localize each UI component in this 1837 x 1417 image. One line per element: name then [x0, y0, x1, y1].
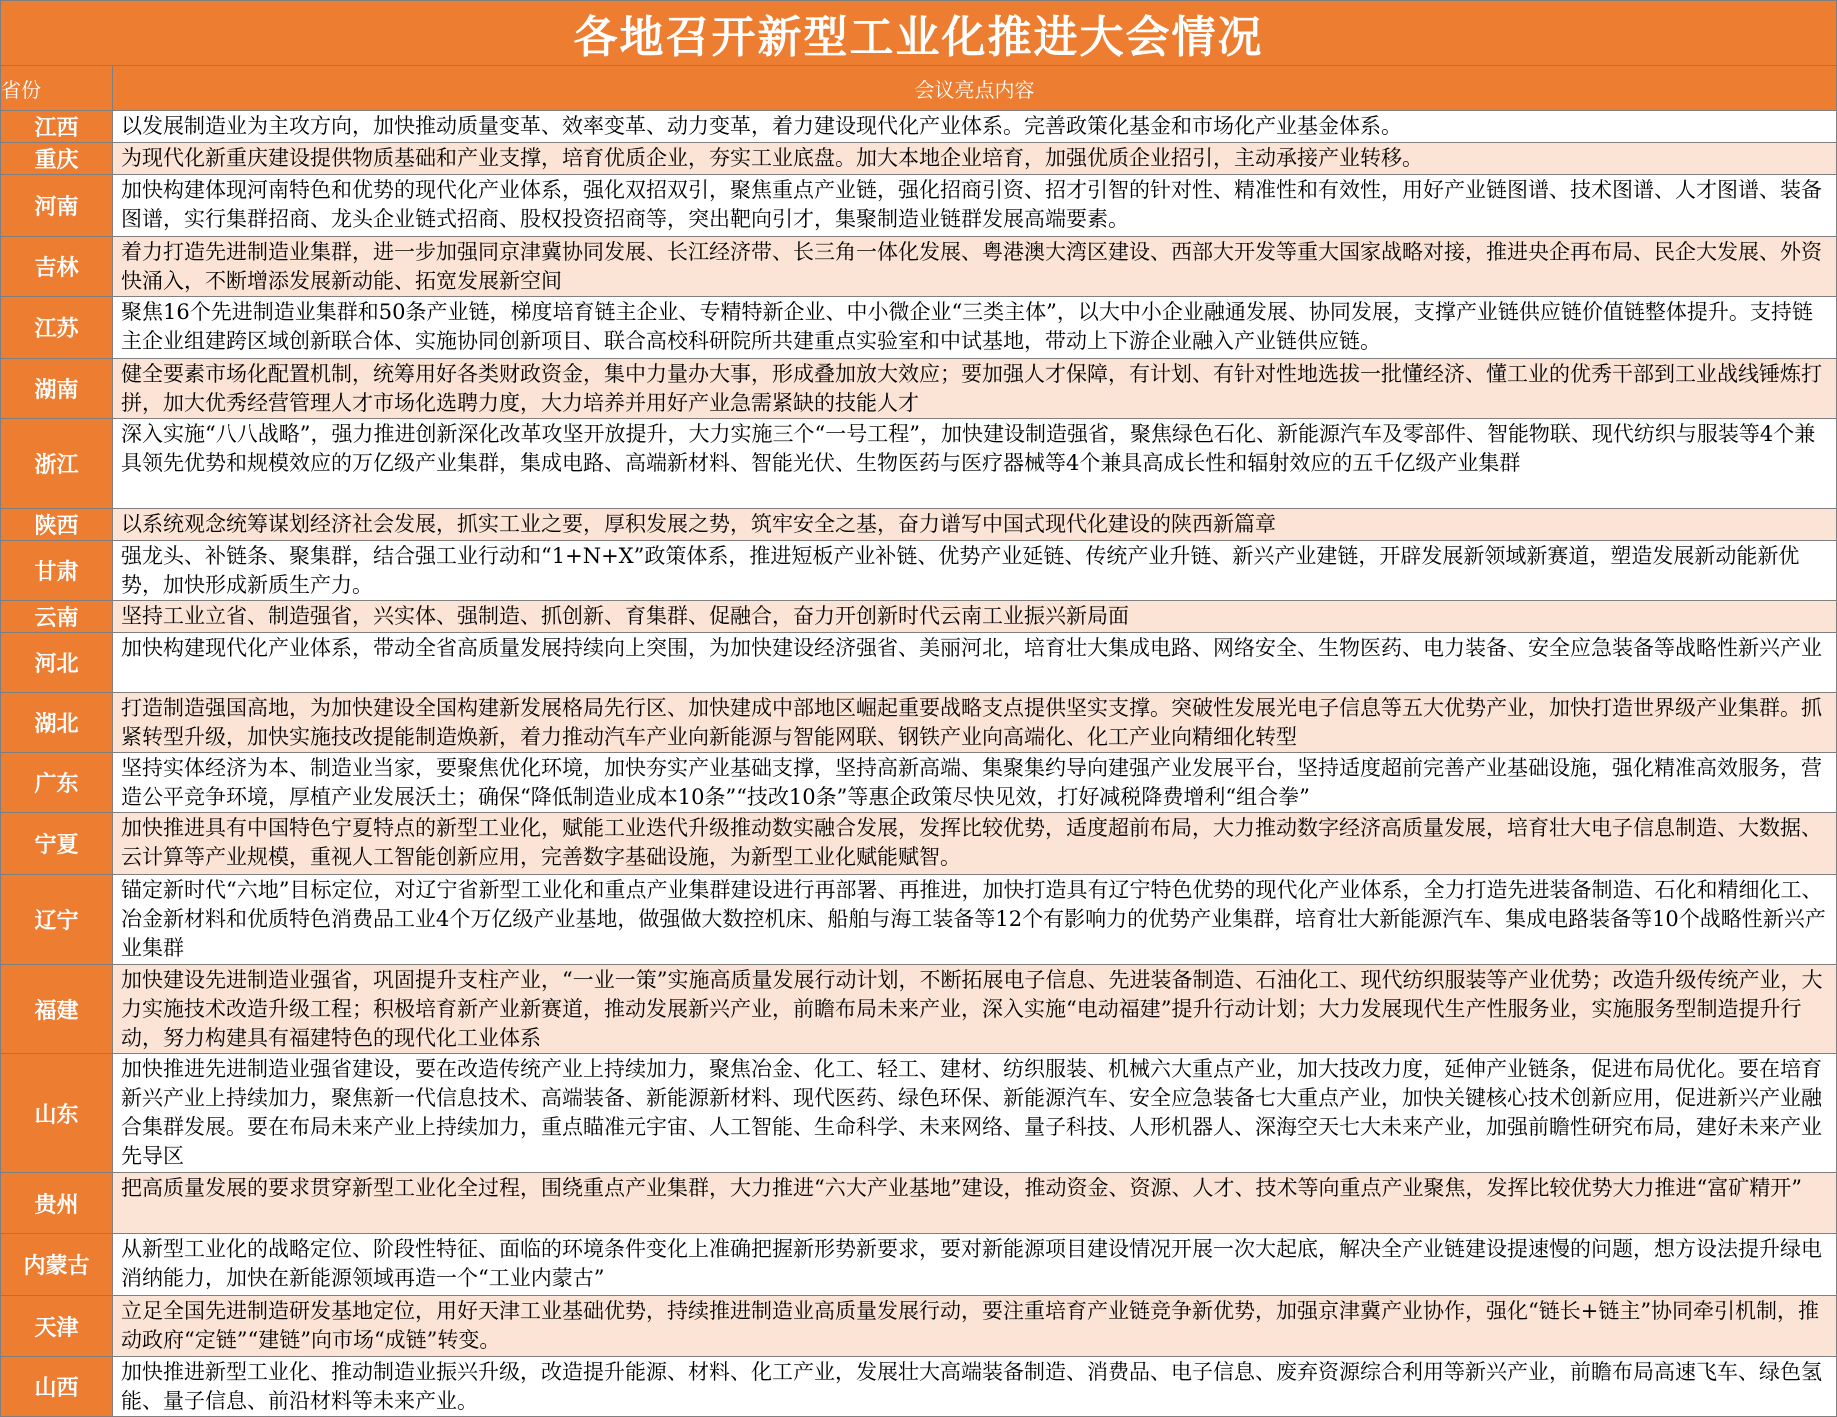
content-cell[interactable]: 锚定新时代“六地”目标定位，对辽宁省新型工业化和重点产业集群建设进行再部署、再推进，加快打造具有辽宁特色优势的现代化产业体系，全力打造先进装备制造、石化和精细化工、冶金新材料和优质特色消费品工业4个万亿级产业基地，做强做大数控机床、船舶与海工装备等12个有影响力的优势产业集群，培育壮大新能源汽车、集成电路装备等10个战略性新兴产业集群 [113, 875, 1837, 965]
province-cell[interactable]: 天津 [1, 1296, 113, 1357]
province-cell[interactable]: 山东 [1, 1054, 113, 1173]
table-row [1, 297, 1837, 359]
table-row [1, 693, 1837, 753]
table-row [1, 111, 1837, 143]
content-cell[interactable]: 从新型工业化的战略定位、阶段性特征、面临的环境条件变化上准确把握新形势新要求，要对新能源项目建设情况开展一次大起底，解决全产业链建设提速慢的问题，想方设法提升绿电消纳能力，加快在新能源领域再造一个“工业内蒙古” [113, 1234, 1837, 1296]
content-cell[interactable]: 打造制造强国高地，为加快建设全国构建新发展格局先行区、加快建成中部地区崛起重要战略支点提供坚实支撑。突破性发展光电子信息等五大优势产业，加快打造世界级产业集群。抓紧转型升级，加快实施技改提能制造焕新，着力推动汽车产业向新能源与智能网联、钢铁产业向高端化、化工产业向精细化转型 [113, 693, 1837, 753]
table-row [1, 419, 1837, 509]
content-cell[interactable]: 加快推进新型工业化、推动制造业振兴升级，改造提升能源、材料、化工产业，发展壮大高端装备制造、消费品、电子信息、废弃资源综合利用等新兴产业，前瞻布局高速飞车、绿色氢能、量子信息、前沿材料等未来产业。 [113, 1357, 1837, 1417]
content-cell[interactable]: 加快推进具有中国特色宁夏特点的新型工业化，赋能工业迭代升级推动数实融合发展，发挥比较优势，适度超前布局，大力推动数字经济高质量发展，培育壮大电子信息制造、大数据、云计算等产业规模，重视人工智能创新应用，完善数字基础设施，为新型工业化赋能赋智。 [113, 813, 1837, 875]
province-cell[interactable]: 陕西 [1, 509, 113, 541]
province-cell[interactable]: 重庆 [1, 143, 113, 175]
province-cell[interactable]: 吉林 [1, 237, 113, 297]
province-cell[interactable]: 内蒙古 [1, 1234, 113, 1296]
province-cell[interactable]: 辽宁 [1, 875, 113, 965]
sheet-title: 各地召开新型工业化推进大会情况 [1, 1, 1837, 66]
province-cell[interactable]: 江苏 [1, 297, 113, 359]
content-cell[interactable]: 加快构建体现河南特色和优势的现代化产业体系，强化双招双引，聚焦重点产业链，强化招商引资、招才引智的针对性、精准性和有效性，用好产业链图谱、技术图谱、人才图谱、装备图谱，实行集群招商、龙头企业链式招商、股权投资招商等，突出靶向引才，集聚制造业链群发展高端要素。 [113, 175, 1837, 237]
table-row [1, 1173, 1837, 1234]
header-row [1, 66, 1837, 111]
province-cell[interactable]: 河北 [1, 633, 113, 693]
province-cell[interactable]: 福建 [1, 965, 113, 1054]
table-row [1, 541, 1837, 601]
table-row [1, 813, 1837, 875]
province-cell[interactable]: 江西 [1, 111, 113, 143]
table-row [1, 965, 1837, 1054]
content-cell[interactable]: 深入实施“八八战略”，强力推进创新深化改革攻坚开放提升，大力实施三个“一号工程”，加快建设制造强省，聚焦绿色石化、新能源汽车及零部件、智能物联、现代纺织与服装等4个兼具领先优势和规模效应的万亿级产业集群，集成电路、高端新材料、智能光伏、生物医药与医疗器械等4个兼具高成长性和辐射效应的五千亿级产业集群 [113, 419, 1837, 509]
table-row [1, 1357, 1837, 1417]
table-row [1, 1054, 1837, 1173]
province-cell[interactable]: 湖南 [1, 359, 113, 419]
province-cell[interactable]: 广东 [1, 753, 113, 813]
province-cell[interactable]: 湖北 [1, 693, 113, 753]
content-cell[interactable]: 坚持实体经济为本、制造业当家，要聚焦优化环境，加快夯实产业基础支撑，坚持高新高端、集聚集约导向建强产业发展平台，坚持适度超前完善产业基础设施，强化精准高效服务，营造公平竞争环境，厚植产业发展沃土；确保“降低制造业成本10条”“技改10条”等惠企政策尽快见效，打好减税降费增利“组合拳” [113, 753, 1837, 813]
content-cell[interactable]: 加快推进先进制造业强省建设，要在改造传统产业上持续加力，聚焦冶金、化工、轻工、建材、纺织服装、机械六大重点产业，加大技改力度，延伸产业链条，促进布局优化。要在培育新兴产业上持续加力，聚焦新一代信息技术、高端装备、新能源新材料、现代医药、绿色环保、新能源汽车、安全应急装备七大重点产业，加快关键核心技术创新应用，促进新兴产业融合集群发展。要在布局未来产业上持续加力，重点瞄准元宇宙、人工智能、生命科学、未来网络、量子科技、人形机器人、深海空天七大未来产业，加强前瞻性研究布局，建好未来产业先导区 [113, 1054, 1837, 1173]
table-row [1, 237, 1837, 297]
table-row [1, 175, 1837, 237]
province-cell[interactable]: 河南 [1, 175, 113, 237]
column-header-content[interactable]: 会议亮点内容 [113, 66, 1837, 111]
table-row [1, 753, 1837, 813]
content-cell[interactable]: 健全要素市场化配置机制，统筹用好各类财政资金，集中力量办大事，形成叠加放大效应；要加强人才保障，有计划、有针对性地选拔一批懂经济、懂工业的优秀干部到工业战线锤炼打拼，加大优秀经营管理人才市场化选聘力度，大力培养并用好产业急需紧缺的技能人才 [113, 359, 1837, 419]
content-cell[interactable]: 坚持工业立省、制造强省，兴实体、强制造、抓创新、育集群、促融合，奋力开创新时代云南工业振兴新局面 [113, 601, 1837, 633]
table-row [1, 359, 1837, 419]
content-cell[interactable]: 把高质量发展的要求贯穿新型工业化全过程，围绕重点产业集群，大力推进“六大产业基地”建设，推动资金、资源、人才、技术等向重点产业聚焦，发挥比较优势大力推进“富矿精开” [113, 1173, 1837, 1234]
content-cell[interactable]: 为现代化新重庆建设提供物质基础和产业支撑，培育优质企业，夯实工业底盘。加大本地企业培育，加强优质企业招引，主动承接产业转移。 [113, 143, 1837, 175]
province-cell[interactable]: 山西 [1, 1357, 113, 1417]
table-row [1, 509, 1837, 541]
table-row [1, 143, 1837, 175]
content-cell[interactable]: 强龙头、补链条、聚集群，结合强工业行动和“1+N+X”政策体系，推进短板产业补链、优势产业延链、传统产业升链、新兴产业建链，开辟发展新领域新赛道，塑造发展新动能新优势，加快形成新质生产力。 [113, 541, 1837, 601]
content-cell[interactable]: 着力打造先进制造业集群，进一步加强同京津冀协同发展、长江经济带、长三角一体化发展、粤港澳大湾区建设、西部大开发等重大国家战略对接，推进央企再布局、民企大发展、外资快涌入，不断增添发展新动能、拓宽发展新空间 [113, 237, 1837, 297]
content-cell[interactable]: 以发展制造业为主攻方向，加快推动质量变革、效率变革、动力变革，着力建设现代化产业体系。完善政策化基金和市场化产业基金体系。 [113, 111, 1837, 143]
table-row [1, 601, 1837, 633]
content-cell[interactable]: 立足全国先进制造研发基地定位，用好天津工业基础优势，持续推进制造业高质量发展行动，要注重培育产业链竞争新优势，加强京津冀产业协作，强化“链长+链主”协同牵引机制，推动政府“定链”“建链”向市场“成链”转变。 [113, 1296, 1837, 1357]
table-row [1, 1234, 1837, 1296]
province-cell[interactable]: 贵州 [1, 1173, 113, 1234]
content-cell[interactable]: 加快构建现代化产业体系，带动全省高质量发展持续向上突围，为加快建设经济强省、美丽河北，培育壮大集成电路、网络安全、生物医药、电力装备、安全应急装备等战略性新兴产业 [113, 633, 1837, 693]
column-header-province[interactable]: 省份 [1, 66, 113, 111]
province-cell[interactable]: 宁夏 [1, 813, 113, 875]
table-body [1, 111, 1837, 1417]
table-row [1, 875, 1837, 965]
content-cell[interactable]: 聚焦16个先进制造业集群和50条产业链，梯度培育链主企业、专精特新企业、中小微企业“三类主体”，以大中小企业融通发展、协同发展，支撑产业链供应链价值链整体提升。支持链主企业组建跨区域创新联合体、实施协同创新项目、联合高校科研院所共建重点实验室和中试基地，带动上下游企业融入产业链供应链。 [113, 297, 1837, 359]
table-row [1, 633, 1837, 693]
content-cell[interactable]: 加快建设先进制造业强省，巩固提升支柱产业，“一业一策”实施高质量发展行动计划，不断拓展电子信息、先进装备制造、石油化工、现代纺织服装等产业优势；改造升级传统产业，大力实施技术改造升级工程；积极培育新产业新赛道，推动发展新兴产业，前瞻布局未来产业，深入实施“电动福建”提升行动计划；大力发展现代生产性服务业，实施服务型制造提升行动，努力构建具有福建特色的现代化工业体系 [113, 965, 1837, 1054]
province-cell[interactable]: 浙江 [1, 419, 113, 509]
province-cell[interactable]: 云南 [1, 601, 113, 633]
province-cell[interactable]: 甘肃 [1, 541, 113, 601]
table-row [1, 1296, 1837, 1357]
content-cell[interactable]: 以系统观念统筹谋划经济社会发展，抓实工业之要，厚积发展之势，筑牢安全之基，奋力谱写中国式现代化建设的陕西新篇章 [113, 509, 1837, 541]
